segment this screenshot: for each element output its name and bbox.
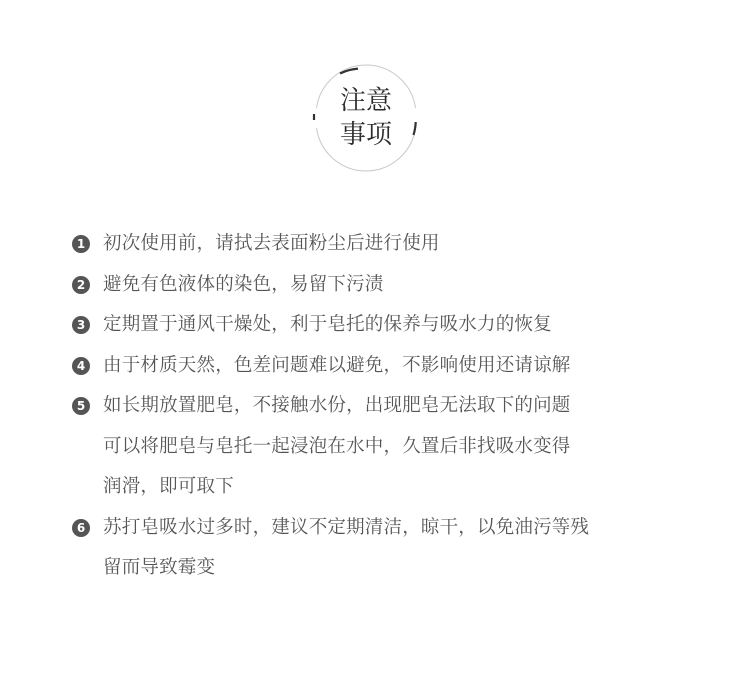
number-badge: 1 — [72, 235, 90, 253]
note-item — [72, 305, 692, 346]
number-badge: 5 — [72, 397, 90, 415]
title-line-2: 事项 — [339, 120, 392, 150]
note-item — [72, 265, 692, 306]
note-text — [103, 386, 692, 508]
page-title — [312, 84, 420, 152]
note-line: 定期置于通风干燥处，利于皂托的保养与吸水力的恢复 — [103, 314, 552, 335]
title-line-1: 注意 — [339, 86, 392, 116]
note-text — [103, 508, 692, 589]
note-item — [72, 386, 692, 508]
note-item — [72, 346, 692, 387]
note-line: 初次使用前，请拭去表面粉尘后进行使用 — [103, 233, 440, 254]
note-line: 由于材质天然，色差问题难以避免，不影响使用还请谅解 — [103, 354, 571, 376]
number-badge: 3 — [72, 316, 90, 334]
note-text — [103, 224, 692, 265]
number-badge: 4 — [72, 357, 90, 375]
number-badge: 2 — [72, 276, 90, 294]
note-item — [72, 224, 692, 265]
note-line: 润滑，即可取下 — [103, 476, 234, 497]
note-text — [103, 346, 692, 387]
note-item — [72, 508, 692, 589]
note-line: 留而导致霉变 — [103, 557, 216, 578]
notes-list — [72, 224, 692, 589]
note-line: 苏打皂吸水过多时，建议不定期清洁，晾干，以免油污等残 — [103, 516, 590, 538]
note-line: 如长期放置肥皂，不接触水份，出现肥皂无法取下的问题 — [103, 395, 571, 416]
title-badge — [312, 64, 420, 172]
note-line: 可以将肥皂与皂托一起浸泡在水中，久置后非找吸水变得 — [103, 435, 571, 457]
number-badge: 6 — [72, 519, 90, 537]
note-text — [103, 305, 692, 346]
note-line: 避免有色液体的染色，易留下污渍 — [103, 273, 384, 295]
note-text — [103, 265, 692, 306]
